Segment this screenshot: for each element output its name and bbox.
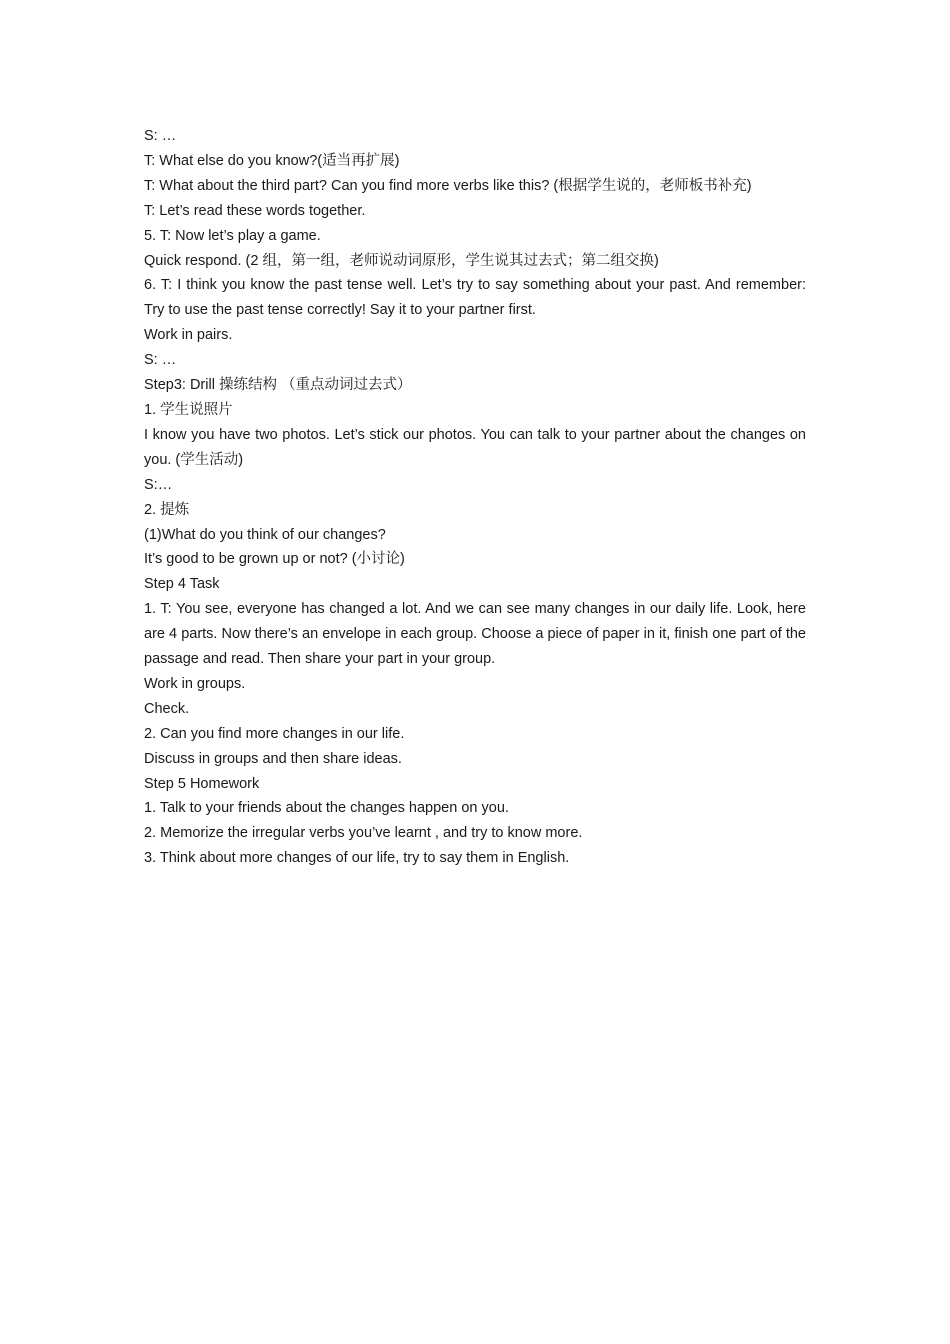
text-line: (1)What do you think of our changes? [144, 526, 386, 543]
text-line: Work in pairs. [144, 327, 233, 344]
text-line: T: What about the third part? Can you find more verbs like this? (根据学生说的，老师板书补充) [144, 177, 752, 194]
section-heading: Step3: Drill 操练结构 （重点动词过去式） [144, 377, 412, 394]
text-line: Quick respond. (2 组，第一组，老师说动词原形，学生说其过去式；第二组交换) [144, 252, 659, 269]
document-page [144, 124, 806, 871]
text-line: It’s good to be grown up or not? (小讨论) [144, 551, 405, 568]
text-line: 2. 提炼 [144, 501, 190, 518]
text-paragraph: 1. T: You see, everyone has changed a lot. And we can see many changes in our daily life. Look, here are 4 parts. Now there’s an envelope in each group. Choose a piece of paper in it, finish one part of the passage and read. Then share your part in your group. [144, 601, 806, 668]
text-line: S:… [144, 476, 173, 493]
text-paragraph: I know you have two photos. Let’s stick our photos. You can talk to your partner about the changes on you. (学生活动) [144, 426, 806, 468]
text-line: 1. 学生说照片 [144, 401, 233, 418]
text-line: T: What else do you know?(适当再扩展) [144, 152, 400, 169]
text-line: 5. T: Now let’s play a game. [144, 227, 321, 244]
text-line: Discuss in groups and then share ideas. [144, 750, 402, 767]
section-heading: Step 5 Homework [144, 775, 260, 792]
text-line: S: … [144, 352, 177, 369]
text-line: 3. Think about more changes of our life, try to say them in English. [144, 850, 570, 867]
text-line: Check. [144, 700, 190, 717]
text-line: 2. Memorize the irregular verbs you’ve learnt , and try to know more. [144, 825, 583, 842]
section-heading: Step 4 Task [144, 576, 220, 593]
text-line: 1. Talk to your friends about the changes happen on you. [144, 800, 509, 817]
text-paragraph: 6. T: I think you know the past tense well. Let’s try to say something about your past. And remember: Try to use the past tense correctly! Say it to your partner first. [144, 277, 806, 319]
text-line: S: … [144, 128, 177, 144]
text-line: 2. Can you find more changes in our life. [144, 725, 405, 742]
text-line: T: Let’s read these words together. [144, 202, 366, 219]
text-line: Work in groups. [144, 675, 246, 692]
